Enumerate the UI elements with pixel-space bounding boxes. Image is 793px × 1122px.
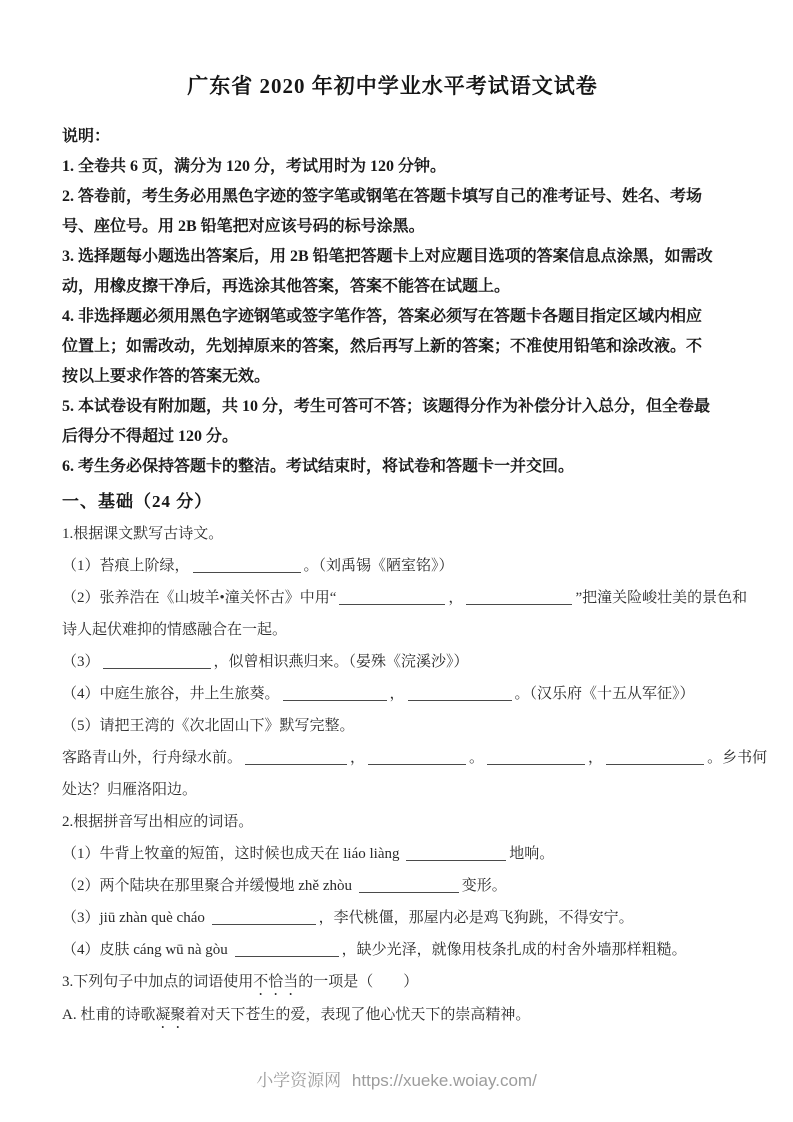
text-run: 。（汉乐府《十五从军征》） [514,686,695,702]
text-run: （1）牛背上牧童的短笛，这时候也成天在 liáo liàng [62,846,404,862]
text-line [62,710,723,742]
text-line: 位置上；如需改动，先划掉原来的答案，然后再写上新的答案；不准使用铅笔和涂改液。不 [62,338,703,355]
emphasized-text: 凝聚 [155,1007,186,1023]
answer-blank [408,686,512,701]
instruction-item-6 [62,452,723,482]
text-line [62,582,748,614]
text-run: ， [588,750,604,766]
text-run: 着对天下苍生的爱，表现了他心忧天下的崇高精神。 [185,1007,531,1023]
text-run: 3.下列句子中加点的词语使用 [62,974,254,990]
text-line: 1. 全卷共 6 页，满分为 120 分，考试用时为 120 分钟。 [62,158,447,175]
text-line [62,902,723,934]
text-run: 。乡书何 [707,750,768,766]
text-line: 后得分不得超过 120 分。 [62,428,239,445]
question-2-items [62,838,723,966]
instruction-item-2 [62,182,723,242]
instruction-item-1 [62,152,723,182]
question-2-stem: 2.根据拼音写出相应的词语。 [62,814,254,830]
instructions-heading: 说明： [62,128,111,145]
answer-blank [368,750,466,765]
text-run: ， [448,590,464,606]
section-basics-heading: 一、基础（24 分） [62,492,213,511]
answer-blank [466,590,572,605]
text-line [62,934,723,966]
text-line: 动，用橡皮擦干净后，再选涂其他答案，答案不能答在试题上。 [62,278,511,295]
text-line [62,838,723,870]
text-run: （4）皮肤 cáng wū nà gòu [62,942,232,958]
answer-blank [606,750,704,765]
text-line [62,742,768,774]
text-run: A. 杜甫的诗歌 [62,1007,156,1023]
answer-blank [103,654,211,669]
instruction-item-5 [62,392,723,452]
answer-blank [359,878,459,893]
text-run: ， [350,750,366,766]
text-run: 地响。 [509,846,555,862]
text-run: 诗人起伏难抑的情感融合在一起。 [62,622,288,638]
question-1-items [62,550,768,806]
text-run: 。（刘禹锡《陋室铭》） [303,558,454,574]
text-run: （2）两个陆块在那里聚合并缓慢地 zhě zhòu [62,878,356,894]
answer-blank [487,750,585,765]
answer-blank [212,910,316,925]
question-3-stem [62,966,723,999]
text-run: ，李代桃僵，那屋内必是鸡飞狗跳，不得安宁。 [318,910,634,926]
text-run: （5）请把王湾的《次北固山下》默写完整。 [62,718,355,734]
text-run: （2）张养浩在《山坡羊•潼关怀古》中用“ [62,590,337,606]
text-line: 3. 选择题每小题选出答案后，用 2B 铅笔把答题卡上对应题目选项的答案信息点涂黑，如需改 [62,248,713,265]
text-line: 5. 本试卷设有附加题，共 10 分，考生可答可不答；该题得分作为补偿分计入总分，但全卷最 [62,398,711,415]
text-run: ，似曾相识燕归来。（晏殊《浣溪沙》） [213,654,469,670]
instruction-item-4 [62,302,723,392]
question-1-stem: 1.根据课文默写古诗文。 [62,526,224,542]
text-line [62,646,723,678]
answer-blank [339,590,445,605]
answer-blank [235,942,339,957]
text-line [62,774,723,806]
text-run: ， [389,686,405,702]
questions-block [62,518,768,1032]
text-run: （1）苔痕上阶绿， [62,558,190,574]
text-run: 变形。 [461,878,507,894]
text-line: 2. 答卷前，考生务必用黑色字迹的签字笔或钢笔在答题卡填写自己的准考证号、姓名、考场 [62,188,703,205]
text-run: （3）jiū zhàn què cháo [62,910,209,926]
instructions-block [62,122,723,482]
text-line: 4. 非选择题必须用黑色字迹钢笔或签字笔作答，答案必须写在答题卡各题目指定区域内相应 [62,308,703,325]
page-title: 广东省 2020 年初中学业水平考试语文试卷 [187,74,598,98]
watermark-url: https://xueke.woiay.com/ [351,1071,537,1090]
answer-blank [406,846,506,861]
emphasized-text: 不恰当 [253,974,299,990]
text-run: 的一项是（ ） [298,974,419,990]
text-line: 6. 考生务必保持答题卡的整洁。考试结束时，将试卷和答题卡一并交回。 [62,458,575,475]
answer-blank [193,558,301,573]
text-run: ，缺少光泽，就像用枝条扎成的村舍外墙那样粗糙。 [341,942,687,958]
text-line [62,870,723,902]
text-run: 客路青山外，行舟绿水前。 [62,750,243,766]
text-line: 按以上要求作答的答案无效。 [62,368,271,385]
text-line [62,678,723,710]
text-run: （3） [62,654,100,670]
text-line [62,614,723,646]
text-run: 处达？归雁洛阳边。 [62,782,198,798]
text-run: （4）中庭生旅谷，井上生旅葵。 [62,686,280,702]
answer-blank [283,686,387,701]
watermark-footer [0,1066,793,1091]
instruction-item-3 [62,242,723,302]
question-3-option-a [62,999,723,1032]
answer-blank [245,750,347,765]
text-run: ”把潼关险峻壮美的景色和 [575,590,748,606]
text-run: 。 [469,750,485,766]
text-line: 号、座位号。用 2B 铅笔把对应该号码的标号涂黑。 [62,218,425,235]
watermark-site-name: 小学资源网 [256,1071,342,1090]
text-line [62,550,723,582]
